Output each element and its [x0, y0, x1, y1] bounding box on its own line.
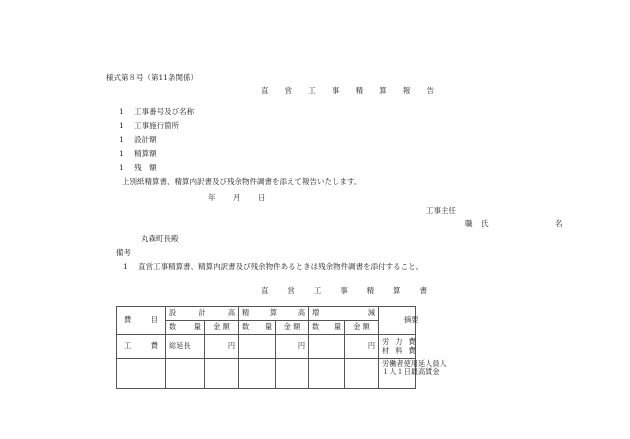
material-char: 費 [408, 345, 416, 355]
row-cost-label [117, 335, 166, 359]
empty-cell [239, 335, 276, 359]
material-char: 料 [395, 345, 403, 355]
report-title-char: 算 [379, 86, 387, 95]
remarks-item [123, 263, 423, 271]
header-design-char: 高 [227, 308, 236, 318]
report-title-char: 精 [355, 86, 364, 95]
item-text: 設計額 [134, 135, 157, 144]
total-length-cell: 総延長 [166, 335, 205, 359]
summary-workers-cell [379, 359, 447, 389]
item-number: 1 [119, 107, 124, 116]
item-number: 1 [119, 135, 124, 144]
list-item [119, 122, 179, 130]
list-item [119, 136, 157, 144]
subheader-qty [239, 321, 276, 335]
empty-cell [309, 335, 345, 359]
list-item [119, 150, 157, 158]
item-number: 1 [119, 163, 124, 172]
subheader-amount: 金 額 [205, 321, 239, 335]
settlement-title [261, 287, 427, 295]
yen-cell: 円 [276, 335, 309, 359]
header-summary-char: 要 [411, 315, 419, 325]
row-cost-char: 工 [124, 341, 132, 351]
header-design-char: 計 [198, 308, 206, 318]
settlement-title-char: 事 [340, 286, 348, 295]
empty-cell [276, 359, 309, 389]
report-title [261, 87, 434, 95]
remarks-number: 1 [123, 262, 128, 271]
header-settle [239, 307, 309, 321]
date-year: 年 [208, 193, 216, 202]
report-title-char: 直 [261, 86, 269, 95]
subheader-qty [309, 321, 345, 335]
qty-char: 量 [333, 322, 342, 332]
qty-char: 数 [312, 322, 320, 332]
item-text: 工事番号及び名称 [134, 107, 195, 116]
list-item [119, 108, 194, 116]
settlement-title-char: 算 [393, 286, 401, 295]
settlement-title-char: 営 [287, 286, 295, 295]
item-number: 1 [119, 121, 124, 130]
name-label-mid: 氏 [481, 219, 489, 228]
chief-label: 工事主任 [426, 206, 456, 215]
header-item [117, 307, 166, 335]
empty-cell [205, 359, 239, 389]
qty-char: 数 [242, 322, 250, 332]
report-title-char: 営 [284, 86, 293, 95]
position-label: 職 [465, 219, 473, 228]
labor-char: 力 [395, 337, 403, 347]
remarks-text: 直営工事精算書、精算内訳書及び残余物件あるときは残余物件調書を添付すること。 [138, 262, 424, 271]
material-line [382, 345, 416, 355]
item-number: 1 [119, 149, 124, 158]
empty-cell [166, 359, 205, 389]
wage-label: １人１日最高賃金 [382, 367, 440, 377]
header-summary [379, 307, 419, 335]
empty-cell [309, 359, 345, 389]
report-title-char: 報 [402, 86, 411, 95]
date-month: 月 [233, 193, 241, 202]
header-summary-char: 摘 [404, 315, 412, 325]
report-title-char: 事 [331, 86, 340, 95]
settlement-title-char: 精 [366, 286, 375, 295]
report-title-char: 工 [308, 86, 316, 95]
header-settle-char: 高 [297, 308, 306, 318]
settlement-title-char: 工 [313, 286, 322, 295]
workers-label: 労働者使用延人員 [382, 359, 440, 368]
qty-char: 量 [264, 322, 273, 332]
statement-text: 上別紙精算書、精算内訳書及び残余物件調書を添えて報告いたします。 [122, 177, 362, 186]
qty-char: 量 [193, 322, 201, 332]
header-diff-char: 増 [312, 308, 320, 318]
row-cost-char: 費 [150, 341, 158, 351]
list-item [119, 164, 157, 172]
header-item-char: 目 [150, 315, 158, 325]
subheader-amount: 金 額 [276, 321, 309, 335]
header-diff-char: 減 [367, 308, 376, 318]
empty-cell [345, 359, 379, 389]
material-char: 材 [382, 345, 390, 355]
header-design [166, 307, 239, 321]
item-text: 精算額 [134, 149, 157, 158]
header-settle-char: 精 [242, 308, 250, 318]
empty-cell [239, 359, 276, 389]
settlement-title-char: 直 [261, 286, 269, 295]
person-unit: 人 [439, 359, 447, 368]
header-diff [309, 307, 379, 321]
qty-char: 数 [169, 322, 177, 332]
settlement-table [116, 306, 579, 389]
name-label-end: 名 [555, 219, 563, 228]
settlement-title-char: 書 [419, 286, 427, 295]
yen-cell: 円 [345, 335, 379, 359]
date-day: 日 [258, 193, 266, 202]
remarks-label: 備考 [116, 248, 131, 257]
item-text: 工事施行箇所 [134, 121, 180, 130]
addressee: 丸森町長殿 [141, 234, 179, 243]
item-text: 残 額 [134, 163, 157, 172]
summary-cost-cell [379, 335, 416, 359]
header-item-char: 費 [124, 315, 132, 325]
labor-char: 費 [408, 337, 416, 347]
form-label: 様式第８号（第11条関係） [106, 73, 199, 82]
labor-char: 労 [382, 337, 390, 347]
subheader-amount: 金 額 [345, 321, 379, 335]
header-design-char: 設 [169, 308, 177, 318]
report-title-char: 告 [426, 86, 434, 95]
empty-cell [117, 359, 166, 389]
subheader-qty [166, 321, 205, 335]
header-settle-char: 算 [269, 308, 278, 318]
yen-cell: 円 [205, 335, 239, 359]
